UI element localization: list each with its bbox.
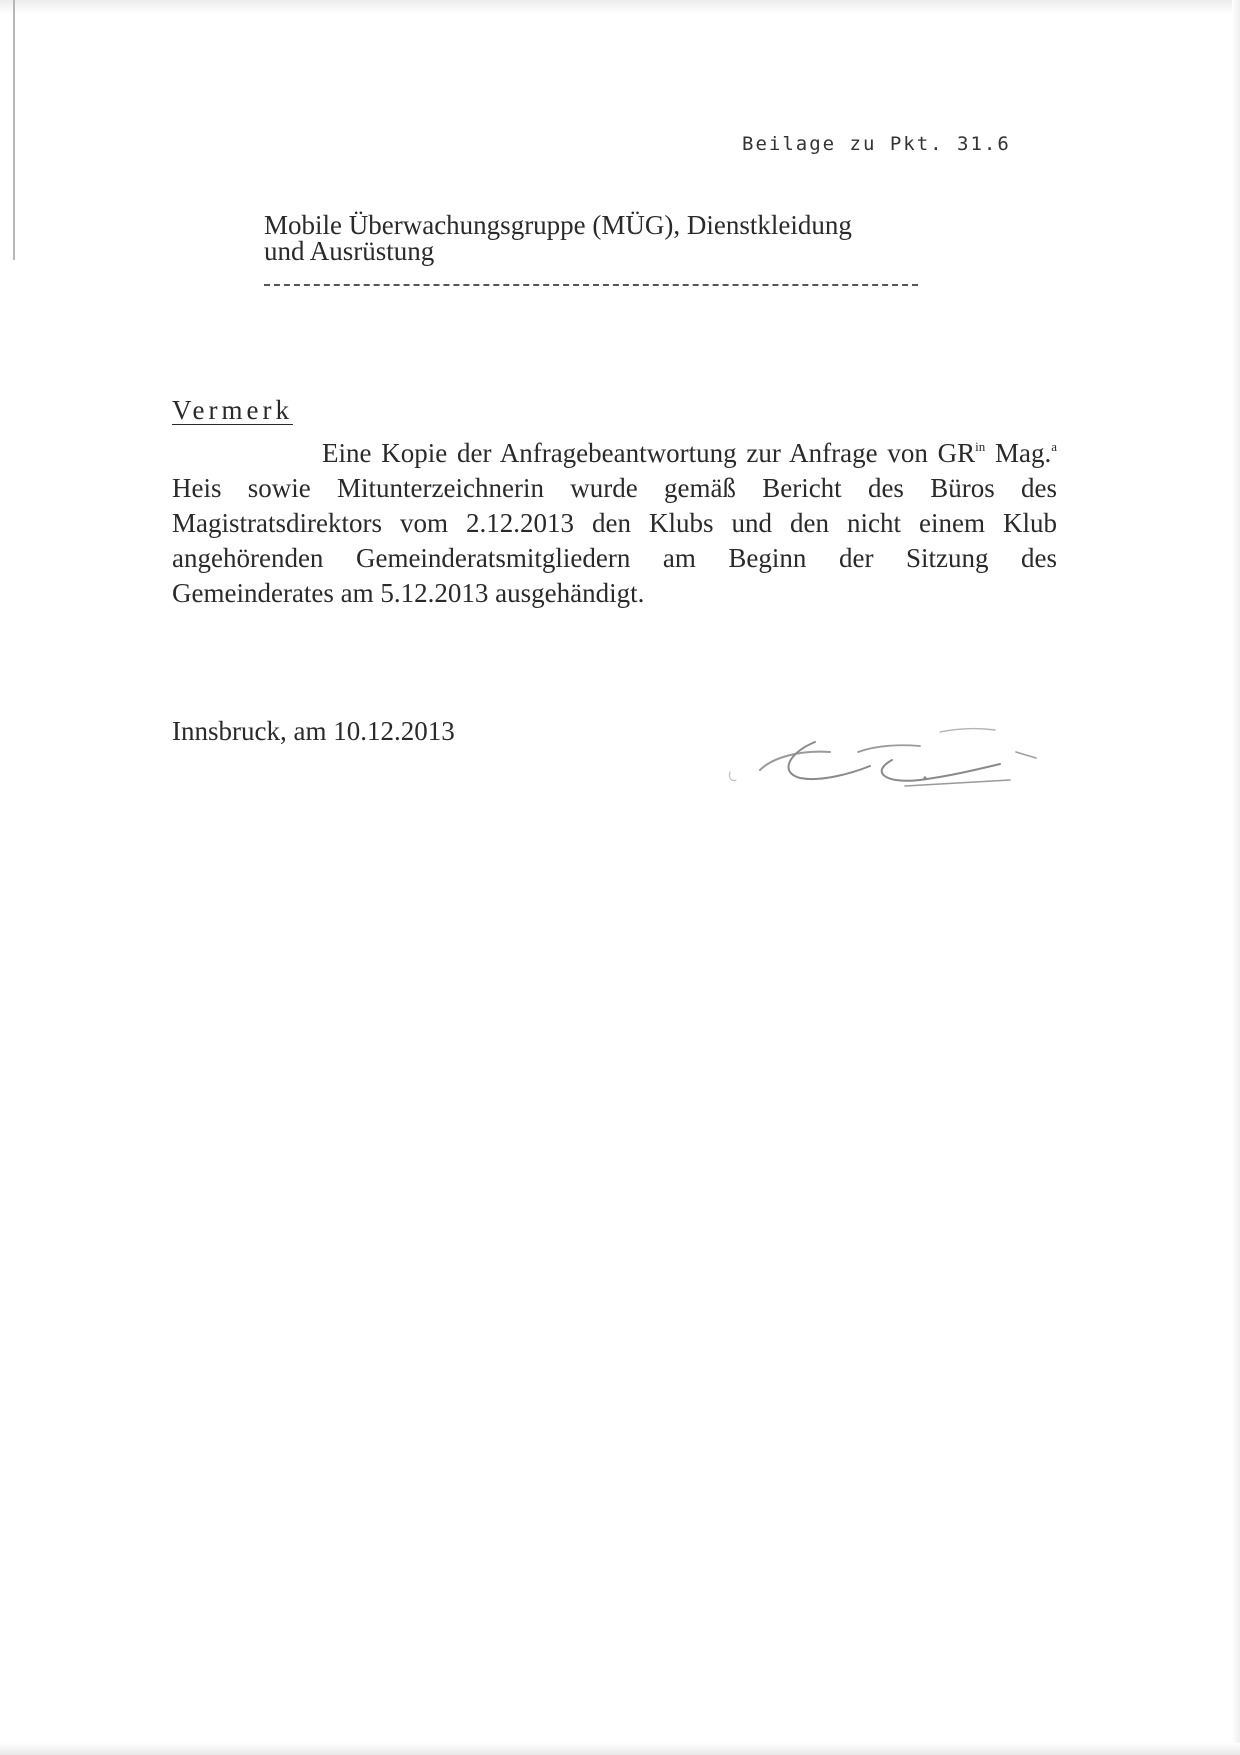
place-and-date: Innsbruck, am 10.12.2013: [172, 716, 455, 746]
body-superscript-1: in: [975, 439, 986, 454]
scan-shadow-top: [0, 0, 1240, 14]
attachment-reference: Beilage zu Pkt. 31.6: [742, 133, 1011, 155]
scan-shadow-bottom: [0, 1743, 1240, 1755]
scan-edge-line: [13, 0, 15, 260]
body-text-2: Mag.: [985, 438, 1052, 468]
subject-dashed-rule: [264, 284, 918, 286]
body-text-3: Heis sowie Mitunterzeichnerin wurde gemäß Bericht des Büros des Magistratsdirektors vom 2.12.2013 den Klubs und den nicht einem Klub angehörenden Gemeinderatsmitgliedern am Beginn der Sitzung des Gemeinderates am 5.12.2013 ausgehändigt.: [172, 473, 1057, 608]
subject-title: [264, 212, 964, 264]
subject-line-2: und Ausrüstung: [264, 236, 435, 266]
scan-shadow-right: [1232, 0, 1240, 1755]
body-text-1: Eine Kopie der Anfragebeantwortung zur Anfrage von GR: [322, 438, 976, 468]
note-heading: Vermerk: [172, 395, 293, 425]
subject-line-1: Mobile Überwachungsgruppe (MÜG), Dienstkleidung: [264, 210, 852, 240]
handwritten-signature: [720, 722, 1090, 812]
note-body: [172, 436, 1057, 611]
body-superscript-2: a: [1051, 439, 1057, 454]
